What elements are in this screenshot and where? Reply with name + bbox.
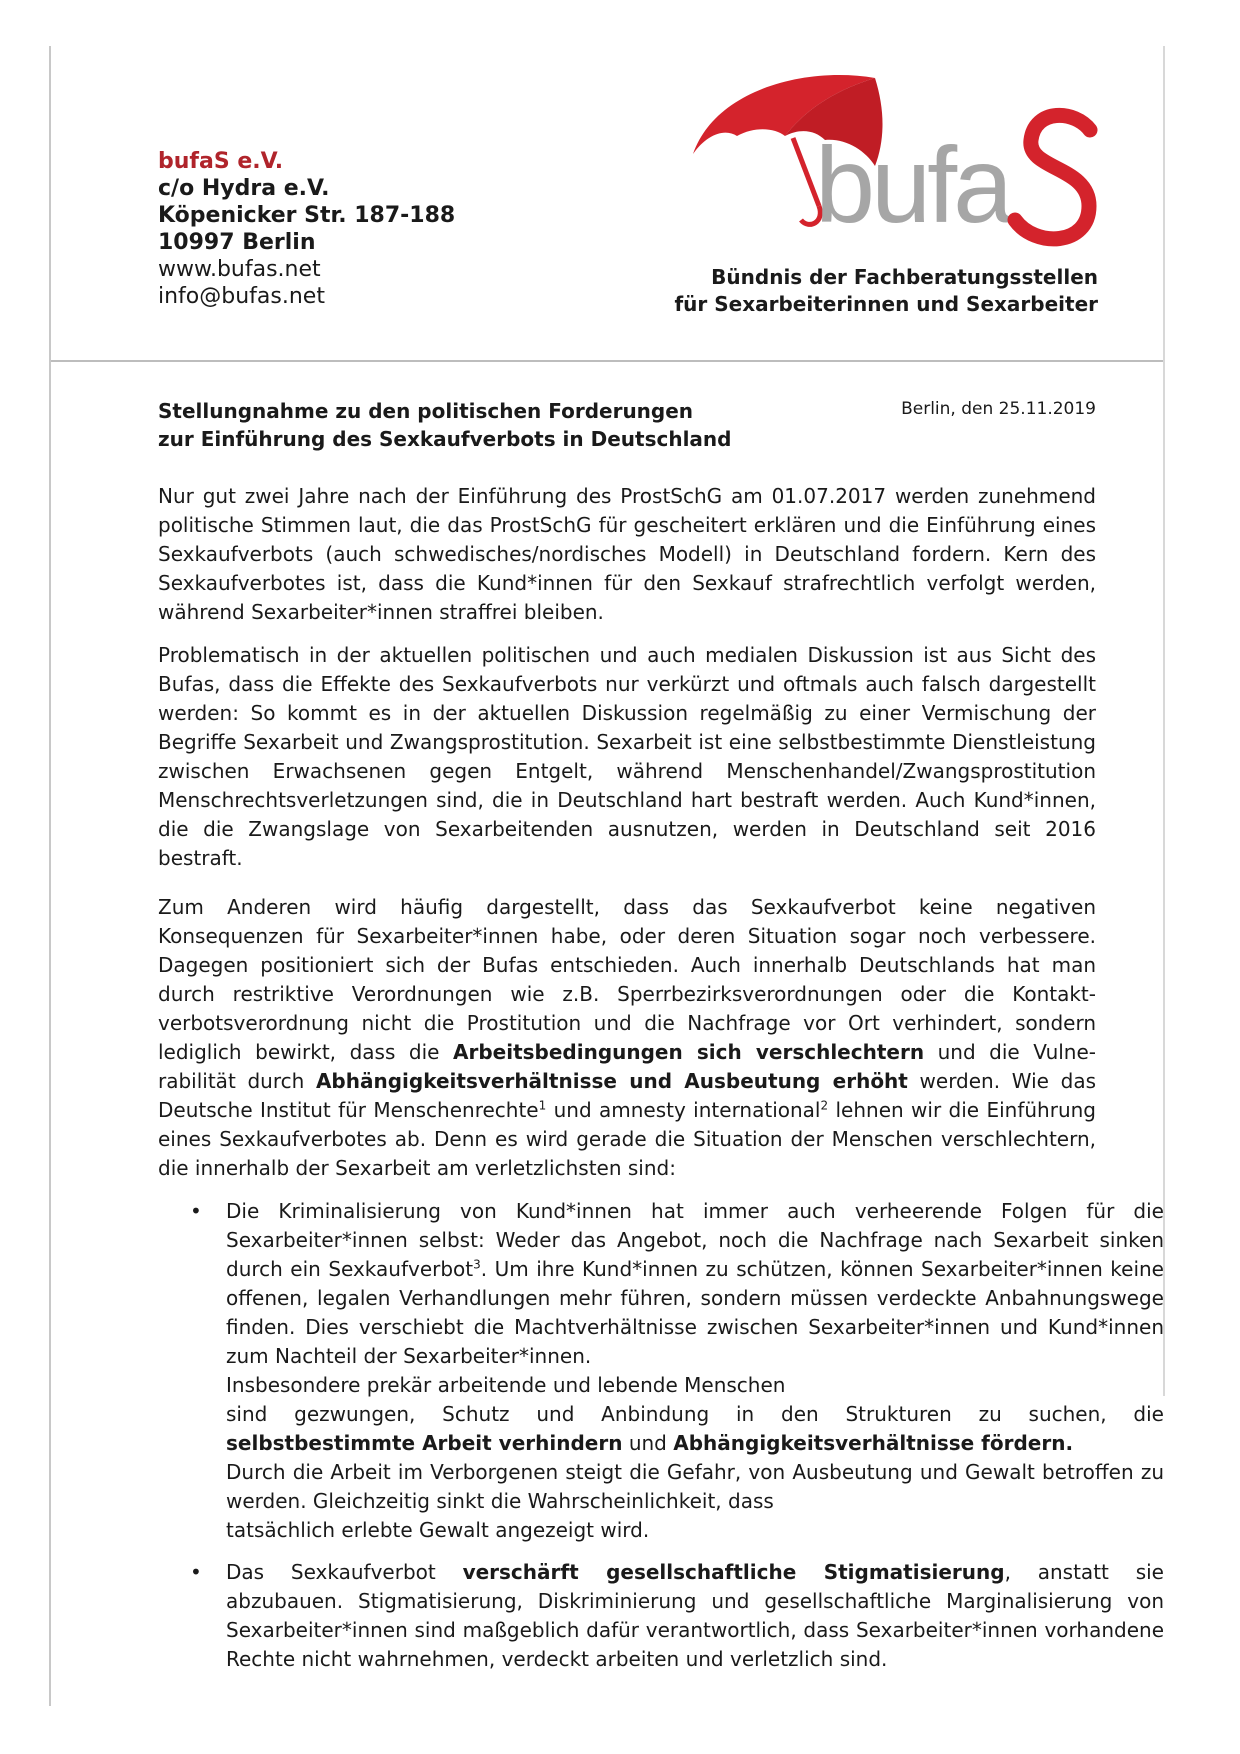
text-run: Die Kriminalisierung von Kund*innen hat immer auch verheerende Folgen für die Sexarbeiter*innen selbst: Weder das Angebot, noch die Nachfrage nach Sexarbeit sinken durch ein Sexkaufverbot: [226, 1199, 1164, 1281]
paragraph-text: Problematisch in der aktuellen politischen und auch medialen Diskussion ist aus Sicht des Bufas, dass die Effekte des Sexkaufverbots nur verkürzt und oftmals auch falsch dargestellt werden: So kommt es in der aktuellen Diskussion regelmäßig zu einer Vermischung der Begriffe Sexarbeit und Zwangsprostitution. Sexarbeit ist eine selbstbestimmte Dienstleistung zwischen Erwachsenen gegen Entgelt, während Menschenhandel/Zwangsprostitution Menschrechtsverletzungen sind, die in Deutschland hart bestraft werden. Auch Kund*innen, die die Zwangslage von Sexarbeitenden ausnutzen, werden in Deutschland seit 2016 bestraft.: [158, 643, 1096, 870]
text-run: und: [622, 1431, 674, 1455]
document-title: [158, 397, 732, 453]
text-run: Das Sexkaufverbot: [226, 1560, 463, 1584]
paragraph-intro: [158, 482, 1096, 627]
address-line-street: Köpenicker Str. 187-188: [158, 203, 456, 228]
document-date: Berlin, den 25.11.2019: [901, 399, 1096, 419]
paragraph-consequences: [158, 893, 1096, 1183]
paragraph-text: [158, 893, 1096, 1183]
tagline-line-1: Bündnis der Fachberatungsstellen: [711, 265, 1098, 289]
footnote-ref-1[interactable]: 1: [538, 1098, 547, 1113]
bullet-text: [226, 1197, 1164, 1371]
title-line-2: zur Einführung des Sexkaufverbots in Deutschland: [158, 427, 732, 451]
text-line: tatsächlich erlebte Gewalt angezeigt wird.: [226, 1518, 650, 1542]
text-run: werden. Wie das Deutsche Institut für Menschenrechte: [158, 1069, 1096, 1122]
footnote-ref-2[interactable]: 2: [820, 1098, 829, 1113]
org-tagline: [674, 264, 1098, 318]
bullet-marker: •: [190, 1560, 202, 1584]
paragraph-problem: [158, 641, 1096, 873]
text-run: und die Vulnerabilität durch: [158, 1040, 1097, 1093]
bold-text: verschärft gesellschaftliche Stigmatisierung: [462, 1560, 1005, 1584]
bufas-logo: [685, 70, 1103, 258]
bold-text: Abhängigkeitsverhältnisse fördern.: [673, 1431, 1074, 1455]
footnote-ref-3[interactable]: 3: [473, 1257, 481, 1272]
address-line-city: 10997 Berlin: [158, 230, 316, 255]
email-link[interactable]: info@bufas.net: [158, 284, 325, 309]
list-item: [158, 1558, 1164, 1674]
text-line: sind gezwungen, Schutz und Anbindung in den Strukturen zu suchen, die: [226, 1402, 1164, 1426]
org-name: bufaS e.V.: [158, 149, 284, 174]
bold-text: selbstbestimmte Arbeit verhindern: [226, 1431, 623, 1455]
website-link[interactable]: www.bufas.net: [158, 257, 321, 282]
svg-text:bufa: bufa: [815, 124, 1010, 245]
text-run: . Um ihre Kund*innen zu schützen, können Sexarbeiter*innen keine offenen, legalen Verhandlungen mehr führen, sondern müssen verdeckte Anbahnungswege finden. Dies verschiebt die Machtverhältnisse zwischen Sexarbeiter*innen und Kund*innen zum Nachteil der Sexarbeiter*innen.: [226, 1257, 1164, 1368]
header-divider: [51, 360, 1163, 362]
bullet-marker: •: [190, 1199, 202, 1223]
bold-text: Arbeitsbedingungen sich verschlechtern: [452, 1040, 925, 1064]
page-border-left: [49, 46, 51, 1706]
text-run: Durch die Arbeit im Verborgenen steigt die Gefahr, von Ausbeutung und Gewalt betroffen zu werden. Gleichzeitig sinkt die Wahrscheinlichkeit, dass: [226, 1460, 1164, 1513]
bullet-text: [226, 1558, 1164, 1674]
text-line: Insbesondere prekär arbeitende und lebende Menschen: [226, 1373, 786, 1397]
text-run: , anstatt sie abzubauen. Stigmatisierung, Diskriminierung und gesellschaftliche Marginalisierung von Sexarbeiter*innen sind maßgeblich dafür verantwortlich, dass Sexarbeiter*innen vorhandene Rechte nicht wahrnehmen, verdeckt arbeiten und verletzlich sind.: [226, 1560, 1164, 1671]
list-item: [158, 1197, 1164, 1545]
title-line-1: Stellungnahme zu den politischen Forderungen: [158, 399, 694, 423]
text-run: lehnen wir die Einführung eines Sexkaufverbotes ab. Denn es wird gerade die Situation der Menschen verschlechtern, die innerhalb der Sexarbeit am verletzlichsten sind:: [158, 1098, 1096, 1180]
address-line-co: c/o Hydra e.V.: [158, 176, 330, 201]
text-line: [226, 1429, 1164, 1458]
text-run: und amnesty international: [546, 1098, 821, 1122]
bold-text: Abhängigkeitsverhältnisse und Ausbeutung erhöht: [315, 1069, 908, 1093]
sender-address: [158, 148, 455, 310]
page-border-right: [1163, 46, 1165, 1396]
paragraph-text: Nur gut zwei Jahre nach der Einführung des ProstSchG am 01.07.2017 werden zunehmend politische Stimmen laut, die das ProstSchG für gescheitert erklären und die Einführung eines Sexkaufverbots (auch schwedisches/nordisches Modell) in Deutschland fordern. Kern des Sexkaufverbotes ist, dass die Kund*innen für den Sexkauf strafrechtlich verfolgt werden, während Sexarbeiter*innen straffrei bleiben.: [158, 484, 1096, 624]
tagline-line-2: für Sexarbeiterinnen und Sexarbeiter: [674, 292, 1098, 316]
text-run: Zum Anderen wird häufig dargestellt, dass das Sexkaufverbot keine negativen Konsequenzen für Sexarbeiter*innen habe, oder deren Situation sogar noch verbessere. Dagegen positioniert sich der Bufas entschieden. Auch innerhalb Deutschlands hat man durch restriktive Verordnungen wie z.B. Sperrbezirksverordnungen oder die Kontaktverbotsverordnung nicht die Prostitution und die Nachfrage vor Ort verhindert, sondern lediglich bewirkt, dass die: [158, 895, 1096, 1064]
